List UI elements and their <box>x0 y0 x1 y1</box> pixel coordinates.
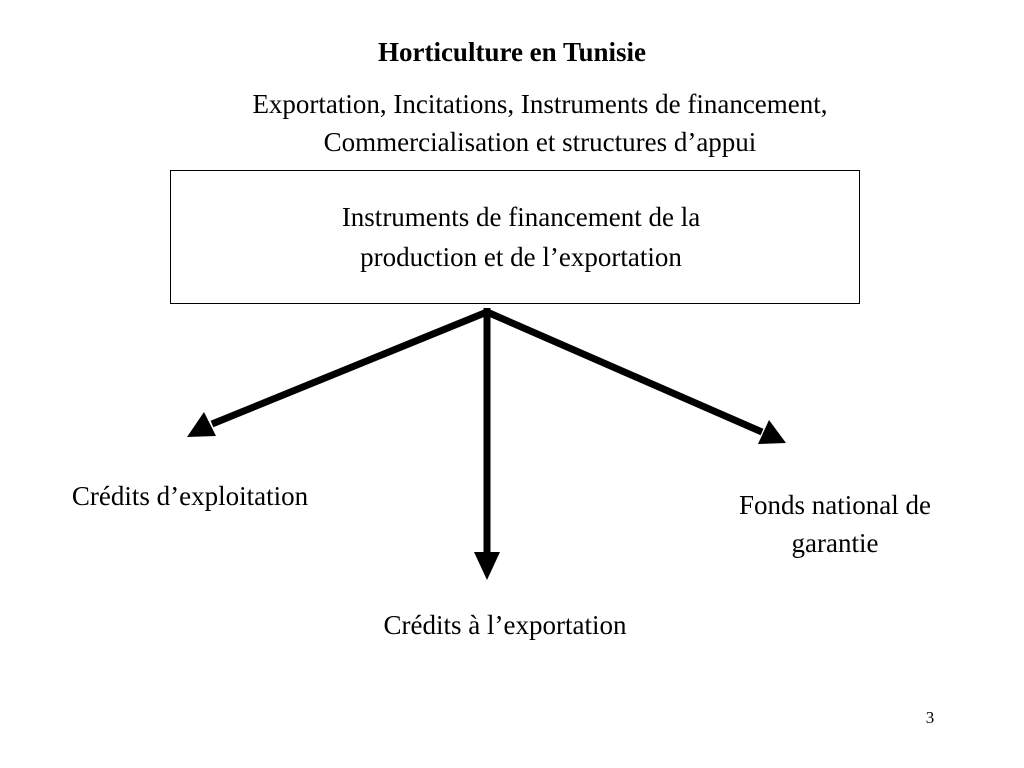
branch-label-center <box>320 606 690 644</box>
branch-label-right <box>695 486 975 562</box>
slide-title: Horticulture en Tunisie <box>377 37 647 67</box>
arrow-right-head <box>758 420 786 444</box>
root-node-line-2: production et de l’exportation <box>360 242 682 272</box>
subtitle-line-1: Exportation, Incitations, Instruments de financement, <box>252 89 828 119</box>
arrow-center-head <box>474 552 500 580</box>
branch-right-line-1: Fonds national de <box>739 490 931 520</box>
arrow-left-head <box>187 412 216 437</box>
branch-left-line-1: Crédits d’exploitation <box>71 481 309 511</box>
arrow-right-shaft <box>487 312 762 432</box>
branch-right-line-2: garantie <box>791 528 879 558</box>
subtitle-line-2: Commercialisation et structures d’appui <box>323 127 757 157</box>
arrow-left-shaft <box>212 312 487 424</box>
root-node-line-1: Instruments de financement de la <box>341 202 701 232</box>
branch-center-line-1: Crédits à l’exportation <box>383 610 627 640</box>
page-number: 3 <box>925 708 935 727</box>
branch-label-left <box>30 477 350 515</box>
